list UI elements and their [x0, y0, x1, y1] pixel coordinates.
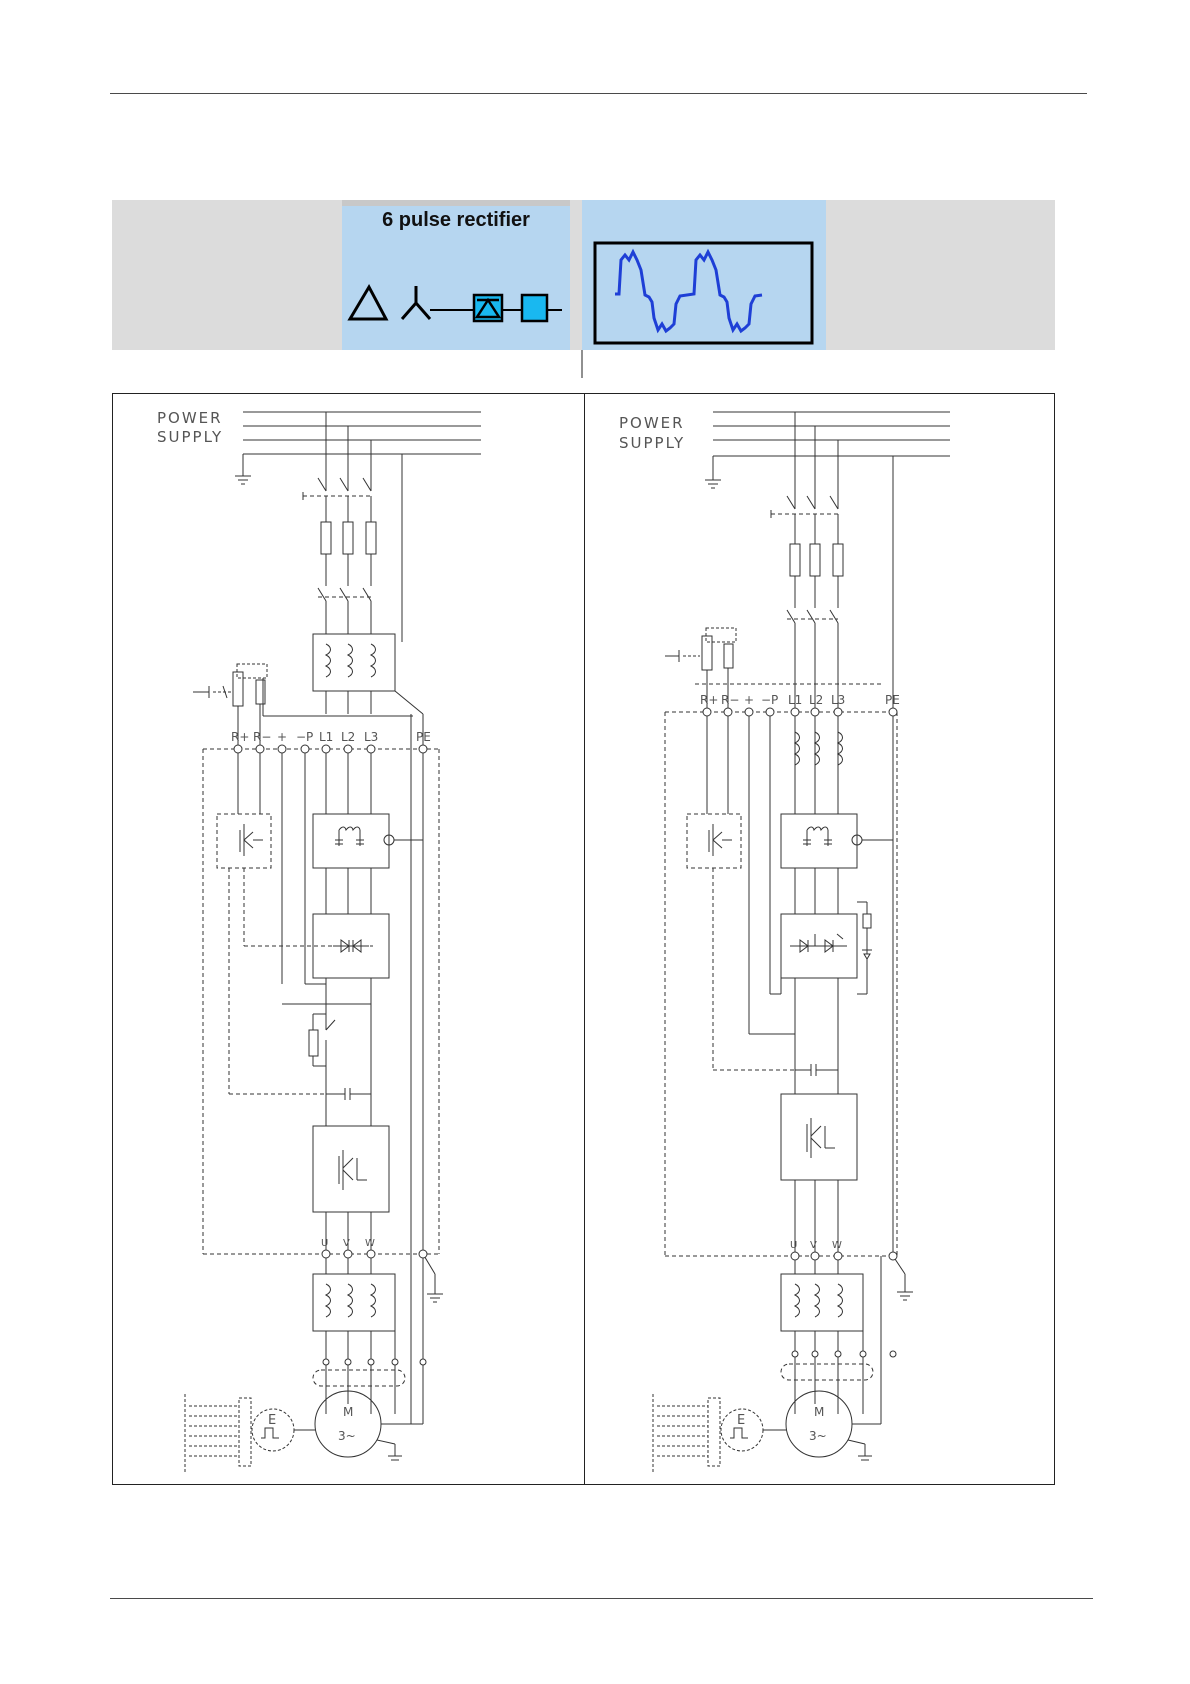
terminal-label: L3 [831, 693, 846, 707]
output-terminal-label: U [790, 1240, 798, 1251]
output-terminal-label: W [832, 1240, 842, 1251]
terminal-label: + [277, 730, 288, 744]
footer-rule [110, 1598, 1093, 1599]
header-rule [110, 93, 1087, 94]
output-terminal-label: U [321, 1238, 329, 1249]
output-terminal-label: W [365, 1238, 375, 1249]
terminal-label: L1 [788, 693, 803, 707]
left-wiring-diagram [113, 394, 584, 1484]
supply-label-2: SUPPLY [619, 434, 686, 452]
terminal-label: −P [296, 730, 314, 744]
wiring-diagrams [112, 393, 1055, 1485]
output-terminal-label: V [343, 1238, 350, 1249]
rectifier-panel [342, 200, 570, 350]
rectifier-diode-icon [474, 295, 502, 321]
encoder-label: E [737, 1413, 746, 1428]
rectifier-symbols [342, 200, 570, 350]
encoder-label: E [268, 1413, 277, 1428]
terminal-label: L2 [809, 693, 824, 707]
right-wiring-diagram [585, 394, 1055, 1484]
terminal-label: R+ [700, 693, 719, 707]
motor-phase-label: 3~ [338, 1429, 356, 1443]
motor-label: M [343, 1405, 354, 1419]
waveform-panel [582, 200, 826, 350]
rectifier-title: 6 pulse rectifier [382, 209, 530, 231]
dc-link-icon [522, 295, 547, 321]
terminal-label: PE [885, 693, 900, 707]
terminal-label: + [744, 693, 755, 707]
supply-label-1: POWER [619, 414, 685, 432]
terminal-label: R+ [231, 730, 250, 744]
supply-label-1: POWER [157, 409, 223, 427]
terminal-label: R− [721, 693, 740, 707]
motor-label: M [814, 1405, 825, 1419]
output-terminal-label: V [810, 1240, 817, 1251]
six-pulse-current-waveform-icon [615, 252, 762, 331]
wye-icon [402, 286, 430, 319]
terminal-label: L2 [341, 730, 356, 744]
terminal-label: L1 [319, 730, 334, 744]
supply-label-2: SUPPLY [157, 428, 224, 446]
delta-icon [350, 287, 386, 319]
terminal-label: −P [761, 693, 779, 707]
terminal-label: R− [253, 730, 272, 744]
terminal-label: L3 [364, 730, 379, 744]
motor-phase-label: 3~ [809, 1429, 827, 1443]
terminal-label: PE [416, 730, 431, 744]
